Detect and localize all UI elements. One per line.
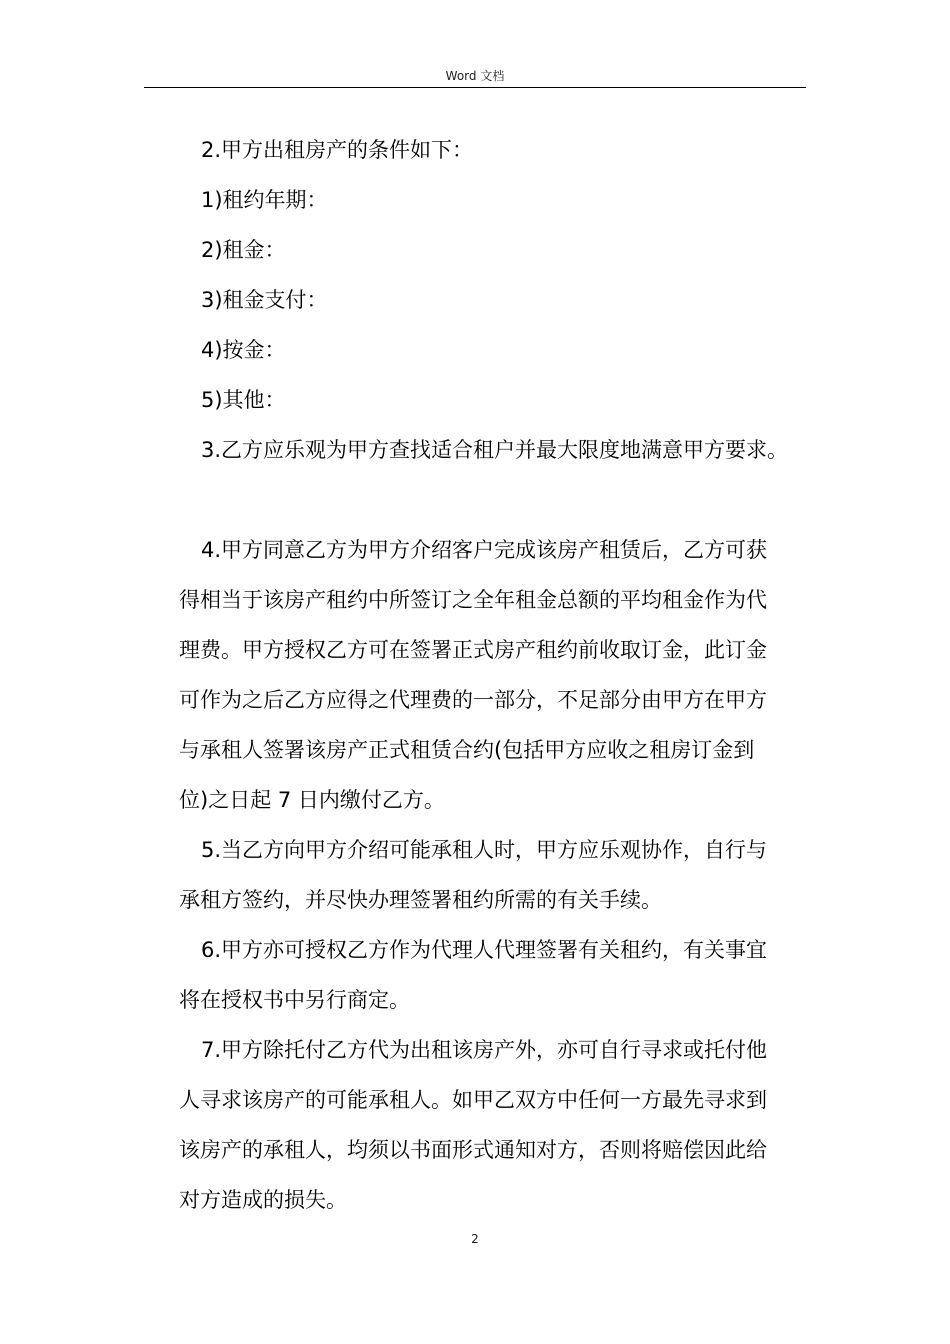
clause-7-line-4: 对方造成的损失。 <box>179 1188 347 1212</box>
condition-rent-payment: 3)租金支付： <box>201 288 328 312</box>
page-header: Word 文档 <box>445 69 505 83</box>
condition-deposit: 4)按金： <box>201 338 286 362</box>
clause-6-line-1: 6.甲方亦可授权乙方作为代理人代理签署有关租约，有关事宜 <box>201 938 768 962</box>
clause-7-line-2: 人寻求该房产的可能承租人。如甲乙双方中任何一方最先寻求到 <box>179 1088 767 1112</box>
clause-4-line-1: 4.甲方同意乙方为甲方介绍客户完成该房产租赁后，乙方可获 <box>201 538 768 562</box>
clause-4-line-2: 得相当于该房产租约中所签订之全年租金总额的平均租金作为代 <box>179 588 767 612</box>
clause-4-line-3: 理费。甲方授权乙方可在签署正式房产租约前收取订金，此订金 <box>179 638 767 662</box>
condition-lease-term: 1)租约年期： <box>201 188 328 212</box>
condition-rent: 2)租金： <box>201 238 286 262</box>
clause-7-line-3: 该房产的承租人，均须以书面形式通知对方，否则将赔偿因此给 <box>179 1138 767 1162</box>
clause-4-line-4: 可作为之后乙方应得之代理费的一部分，不足部分由甲方在甲方 <box>179 688 767 712</box>
header-divider <box>144 87 806 88</box>
page-number: 2 <box>471 1232 479 1246</box>
clause-2-heading: 2.甲方出租房产的条件如下： <box>201 138 474 162</box>
clause-3: 3.乙方应乐观为甲方查找适合租户并最大限度地满意甲方要求。 <box>201 438 789 462</box>
clause-6-line-2: 将在授权书中另行商定。 <box>179 988 410 1012</box>
clause-4-line-6: 位)之日起 7 日内缴付乙方。 <box>179 788 445 812</box>
clause-5-line-2: 承租方签约，并尽快办理签署租约所需的有关手续。 <box>179 888 662 912</box>
clause-5-line-1: 5.当乙方向甲方介绍可能承租人时，甲方应乐观协作，自行与 <box>201 838 768 862</box>
clause-7-line-1: 7.甲方除托付乙方代为出租该房产外，亦可自行寻求或托付他 <box>201 1038 768 1062</box>
condition-other: 5)其他： <box>201 388 286 412</box>
clause-4-line-5: 与承租人签署该房产正式租赁合约(包括甲方应收之租房订金到 <box>179 738 755 762</box>
